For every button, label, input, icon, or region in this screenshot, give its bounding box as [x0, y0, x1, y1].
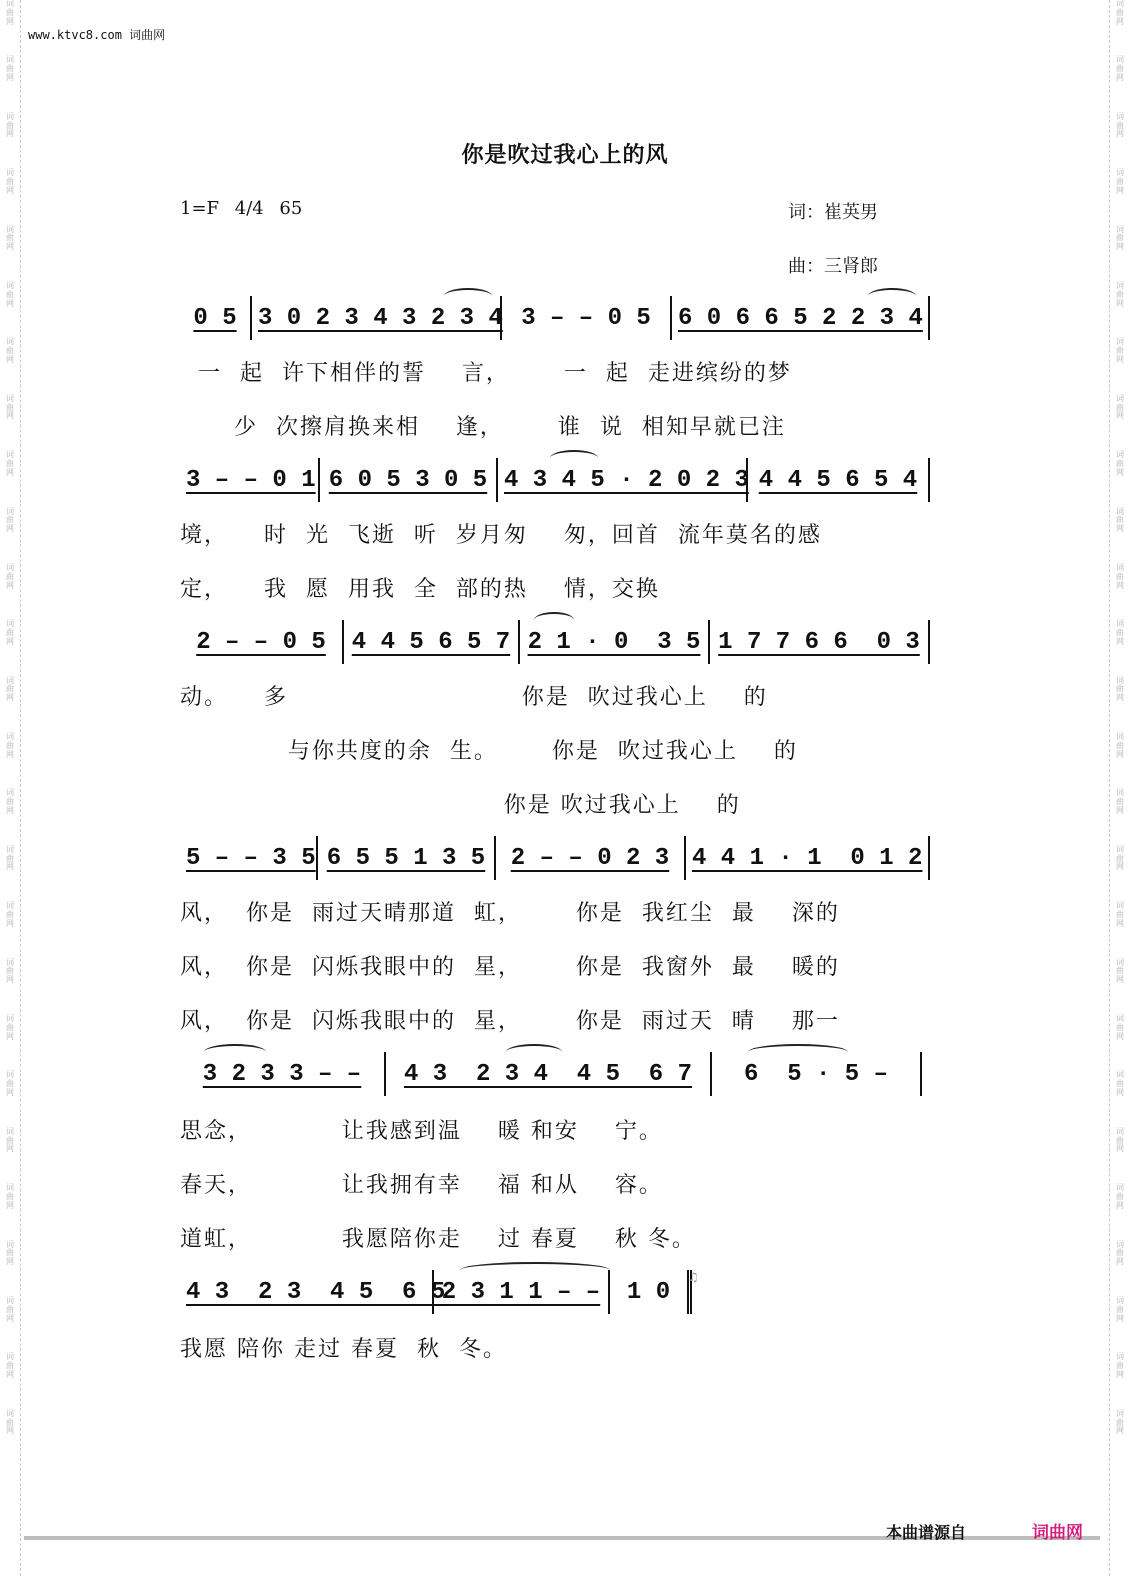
watermark-text: 词 曲 网 — [1116, 1352, 1124, 1379]
bar-notes: 0 5 — [193, 304, 237, 332]
lyrics-line: 思念， 让我感到温 暖 和安 宁。 — [180, 1119, 663, 1144]
watermark-text: 词 曲 网 — [1116, 901, 1124, 928]
bar — [180, 296, 252, 340]
bar-notes: 1 7 7 6 6 0 3 — [718, 628, 920, 656]
bar-notes: 4 3 2 3 4 4 5 6 7 — [403, 1060, 693, 1088]
bar-notes: 3 2 3 3 – – — [202, 1060, 362, 1088]
watermark-text: 词 曲 网 — [6, 1239, 14, 1267]
bar — [712, 1052, 922, 1096]
lyrics-line: 你是 吹过我心上 的 — [180, 793, 741, 818]
watermark-text: 词 曲 网 — [1116, 506, 1124, 534]
watermark-text: 词 曲 网 — [6, 168, 14, 195]
lyrics-line: 少 次擦肩换来相 逢， 谁 说 相知早就已注 — [180, 415, 786, 440]
bar — [686, 836, 930, 880]
bar — [386, 1052, 712, 1096]
watermark-text: 词 曲 网 — [6, 280, 14, 308]
notation-row-5 — [180, 1052, 932, 1096]
watermark-text: 词 曲 网 — [1116, 1295, 1124, 1323]
watermark-text: 词 曲 网 — [1116, 0, 1124, 26]
small-stamp-icon: ♫ — [688, 1270, 699, 1284]
lyricist-credit: 词：崔英男 — [788, 202, 878, 223]
bar-notes: 4 4 5 6 5 7 — [351, 628, 511, 656]
slur-mark — [506, 1044, 562, 1060]
watermark-text: 词 曲 网 — [6, 0, 14, 26]
bar — [180, 1270, 446, 1314]
bar — [180, 458, 320, 502]
bar — [180, 620, 344, 664]
lyrics-line: 与你共度的余 生。 你是 吹过我心上 的 — [180, 739, 798, 764]
bar — [502, 296, 672, 340]
left-watermark-strip — [0, 0, 21, 1576]
bar — [610, 1270, 692, 1314]
watermark-text: 词 曲 网 — [6, 55, 14, 82]
bar — [344, 620, 520, 664]
watermark-text: 词 曲 网 — [1116, 1408, 1124, 1436]
bar-notes: 6 5 5 1 3 5 — [326, 844, 486, 872]
watermark-text: 词 曲 网 — [1116, 168, 1124, 195]
lyrics-line: 风， 你是 闪烁我眼中的 星， 你是 我窗外 最 暖的 — [180, 955, 840, 980]
watermark-text: 词 曲 网 — [6, 1070, 14, 1098]
bar — [710, 620, 930, 664]
bar — [498, 458, 748, 502]
bar-notes: 2 – – 0 2 3 — [510, 844, 670, 872]
notation-row-4 — [180, 836, 932, 880]
bar-notes: 3 – – 0 1 — [186, 466, 316, 494]
watermark-text: 词 曲 网 — [1116, 844, 1124, 872]
notation-row-6 — [180, 1270, 932, 1314]
watermark-text: 词 曲 网 — [6, 732, 14, 759]
watermark-text: 词 曲 网 — [6, 337, 14, 364]
bar — [320, 458, 498, 502]
watermark-text: 词 曲 网 — [1116, 224, 1124, 252]
watermark-text: 词 曲 网 — [1116, 1070, 1124, 1098]
bar-notes: 3 – – 0 5 — [521, 304, 651, 332]
bar — [672, 296, 930, 340]
watermark-text: 词 曲 网 — [6, 901, 14, 928]
lyrics-line: 我愿 陪你 走过 春夏 秋 冬。 — [180, 1337, 507, 1362]
lyrics-line: 春天， 让我拥有幸 福 和从 容。 — [180, 1173, 663, 1198]
notation-row-2 — [180, 458, 932, 502]
lyrics-line: 一 起 许下相伴的誓 言， 一 起 走进缤纷的梦 — [180, 361, 792, 386]
bar-notes: 2 – – 0 5 — [196, 628, 326, 656]
bar-notes: 6 5 · 5 – — [743, 1060, 889, 1088]
bar-notes: 6 0 6 6 5 2 2 3 4 — [678, 304, 923, 332]
watermark-text: 词 曲 网 — [6, 788, 14, 816]
bar-notes: 2 1 · 0 3 5 — [527, 628, 701, 656]
bar-notes: 2 3 1 1 – – — [441, 1278, 601, 1306]
watermark-text: 词 曲 网 — [1116, 1014, 1124, 1041]
bar-notes: 4 4 5 6 5 4 — [758, 466, 918, 494]
watermark-text: 词 曲 网 — [1116, 619, 1124, 646]
watermark-text: 词 曲 网 — [1116, 393, 1124, 421]
slur-mark — [204, 1044, 266, 1060]
watermark-text: 词 曲 网 — [1116, 957, 1124, 985]
slur-mark — [748, 1044, 848, 1060]
bar-notes: 4 4 1 · 1 0 1 2 — [692, 844, 923, 872]
lyrics-line: 动。 多 你是 吹过我心上 的 — [180, 685, 768, 710]
bar — [318, 836, 496, 880]
watermark-text: 词 曲 网 — [1116, 675, 1124, 703]
bar-notes: 3 0 2 3 4 3 2 3 4 — [258, 304, 503, 332]
footer-brand-link[interactable]: 词曲网 — [1032, 1523, 1083, 1543]
bar — [520, 620, 710, 664]
song-title: 你是吹过我心上的风 — [461, 142, 669, 168]
site-url: www.ktvc8.com 词曲网 — [28, 28, 166, 42]
watermark-text: 词 曲 网 — [1116, 732, 1124, 759]
bar — [434, 1270, 610, 1314]
watermark-text: 词 曲 网 — [1116, 450, 1124, 477]
watermark-text: 词 曲 网 — [6, 393, 14, 421]
bar-notes: 6 0 5 3 0 5 — [328, 466, 488, 494]
watermark-text: 词 曲 网 — [1116, 280, 1124, 308]
watermark-text: 词 曲 网 — [1116, 1239, 1124, 1267]
bar — [748, 458, 930, 502]
watermark-text: 词 曲 网 — [1116, 111, 1124, 139]
right-watermark-strip — [1109, 0, 1130, 1576]
watermark-text: 词 曲 网 — [6, 1183, 14, 1210]
notation-row-1 — [180, 296, 932, 340]
lyrics-line: 境， 时 光 飞逝 听 岁月匆 匆，回首 流年莫名的感 — [180, 523, 822, 548]
bar — [180, 1052, 386, 1096]
bar-notes: 4 3 4 5 · 2 0 2 3 — [504, 466, 749, 494]
slur-mark — [550, 450, 598, 466]
watermark-text: 词 曲 网 — [6, 844, 14, 872]
footer-source-label: 本曲谱源自 — [886, 1523, 967, 1542]
watermark-text: 词 曲 网 — [6, 562, 14, 590]
watermark-text: 词 曲 网 — [6, 1352, 14, 1379]
watermark-text: 词 曲 网 — [1116, 788, 1124, 816]
bar — [252, 296, 502, 340]
watermark-text: 词 曲 网 — [6, 1126, 14, 1154]
watermark-text: 词 曲 网 — [6, 450, 14, 477]
lyrics-line: 道虹， 我愿陪你走 过 春夏 秋 冬。 — [180, 1227, 696, 1252]
watermark-text: 词 曲 网 — [1116, 1126, 1124, 1154]
watermark-text: 词 曲 网 — [1116, 1183, 1124, 1210]
key-meter-tempo: 1=F 4/4 65 — [180, 198, 303, 219]
watermark-text: 词 曲 网 — [6, 111, 14, 139]
bar-notes: 5 – – 3 5 — [186, 844, 316, 872]
bar-notes: 4 3 2 3 4 5 6 5 — [186, 1278, 446, 1306]
bar-notes: 1 0 — [626, 1278, 671, 1306]
watermark-text: 词 曲 网 — [6, 1408, 14, 1436]
watermark-text: 词 曲 网 — [1116, 337, 1124, 364]
watermark-text: 词 曲 网 — [6, 957, 14, 985]
slur-mark — [444, 288, 492, 304]
watermark-text: 词 曲 网 — [6, 1295, 14, 1323]
slur-mark — [460, 1262, 610, 1278]
bar — [180, 836, 318, 880]
lyrics-line: 风， 你是 闪烁我眼中的 星， 你是 雨过天 晴 那一 — [180, 1009, 840, 1034]
watermark-text: 词 曲 网 — [1116, 562, 1124, 590]
watermark-text: 词 曲 网 — [1116, 55, 1124, 82]
composer-credit: 曲：三肾郎 — [788, 256, 878, 277]
lyrics-line: 定， 我 愿 用我 全 部的热 情，交换 — [180, 577, 660, 602]
lyrics-line: 风， 你是 雨过天晴那道 虹， 你是 我红尘 最 深的 — [180, 901, 840, 926]
slur-mark — [534, 612, 574, 628]
notation-row-3 — [180, 620, 932, 664]
watermark-text: 词 曲 网 — [6, 675, 14, 703]
watermark-text: 词 曲 网 — [6, 506, 14, 534]
watermark-text: 词 曲 网 — [6, 224, 14, 252]
bar — [496, 836, 686, 880]
watermark-text: 词 曲 网 — [6, 619, 14, 646]
watermark-text: 词 曲 网 — [6, 1014, 14, 1041]
slur-mark — [868, 288, 916, 304]
